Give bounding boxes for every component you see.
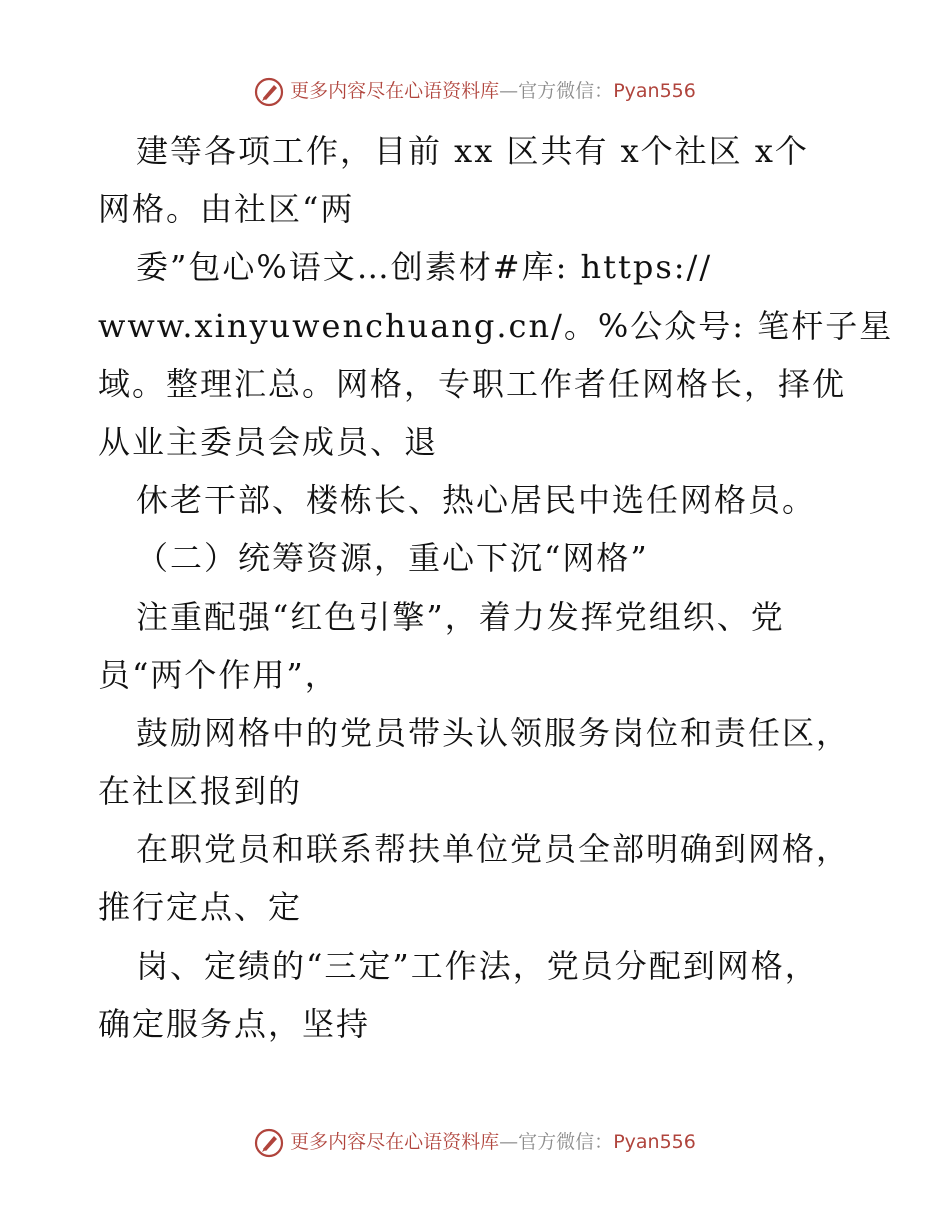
text-line: 建等各项工作，目前 xx 区共有 x个社区 x个 — [136, 132, 809, 170]
text-line: www.xinyuwenchuang.cn/。%公众号: 笔杆子星 — [98, 306, 894, 345]
header-banner — [0, 76, 950, 107]
banner-separator: — — [499, 1131, 519, 1153]
banner-handle: Pyan556 — [613, 80, 696, 102]
quill-pen-logo-icon — [254, 1128, 284, 1158]
banner-wechat-label: 官方微信： — [518, 1131, 614, 1153]
text-line: 鼓励网格中的党员带头认领服务岗位和责任区， — [136, 713, 851, 752]
banner-text: 更多内容尽在心语资料库 — [290, 1131, 500, 1153]
text-line: 网格。由社区“两 — [98, 190, 355, 229]
banner-text: 更多内容尽在心语资料库 — [290, 80, 500, 102]
text-line: 休老干部、楼栋长、热心居民中选任网格员。 — [136, 481, 817, 520]
banner-wechat-label: 官方微信： — [518, 80, 614, 102]
quill-pen-logo-icon — [254, 77, 284, 107]
footer-banner — [0, 1127, 950, 1158]
text-line: 确定服务点，坚持 — [98, 1004, 371, 1043]
text-line: （二）统筹资源，重心下沉“网格” — [136, 539, 649, 578]
text-line: 在社区报到的 — [98, 772, 303, 811]
text-line: 域。整理汇总。网格，专职工作者任网格长，择优 — [98, 364, 847, 403]
text-line: 岗、定绩的“三定”工作法，党员分配到网格， — [136, 946, 819, 985]
text-line: 员“两个作用”， — [98, 655, 339, 694]
text-line: 推行定点、定 — [98, 888, 303, 927]
banner-separator: — — [499, 80, 519, 102]
text-line: 从业主委员会成员、退 — [98, 422, 439, 461]
banner-handle: Pyan556 — [613, 1131, 696, 1153]
text-line: 注重配强“红色引擎”，着力发挥党组织、党 — [136, 597, 785, 636]
document-body — [98, 122, 894, 1053]
text-line: 在职党员和联系帮扶单位党员全部明确到网格， — [136, 830, 851, 869]
text-line: 委”包心%语文…创素材#库: https:// — [136, 248, 713, 287]
